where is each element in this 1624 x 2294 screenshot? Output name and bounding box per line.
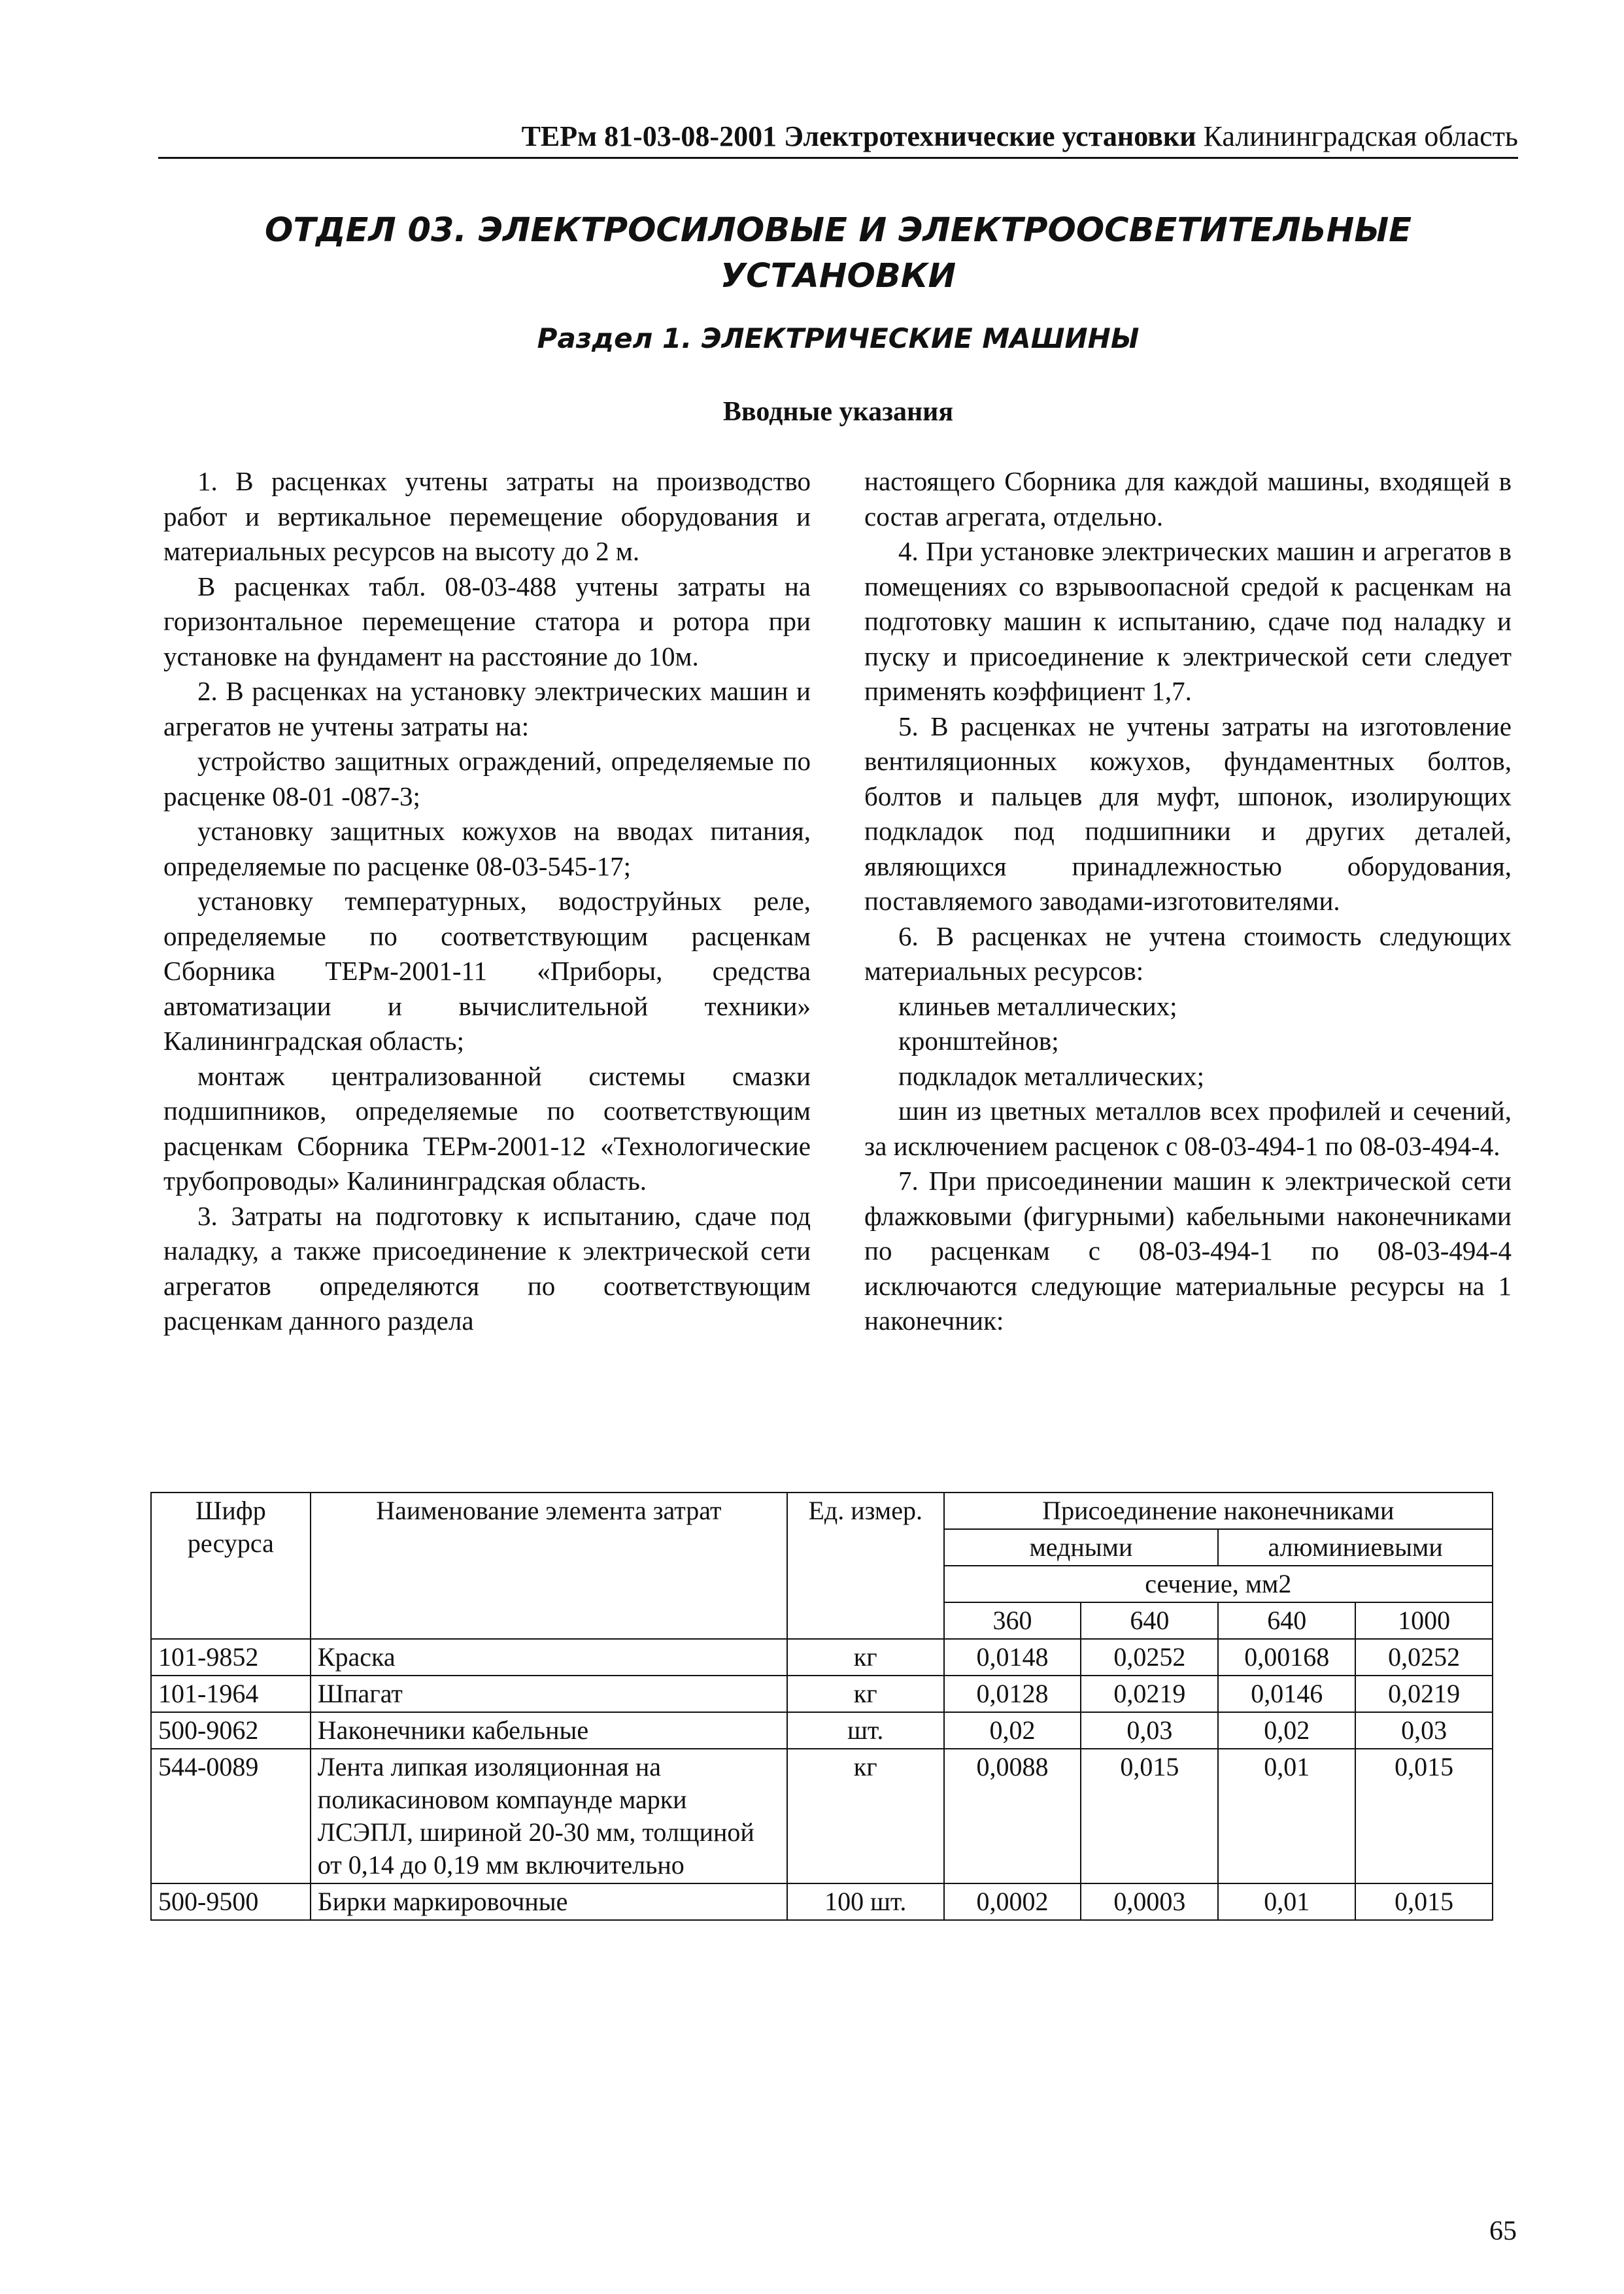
paragraph-continued: настоящего Сборника для каждой машины, входящей в состав агрегата, отдельно. [864,466,1512,531]
paragraph: В расценках табл. 08-03-488 учтены затраты на горизонтальное перемещение статора и ротора при установке на фундамент на расстояние до 10м. [163,571,811,671]
value-cell: 0,0219 [1355,1676,1493,1712]
header-code: ТЕРм 81-03-08-2001 Электротехнические установки [521,120,1196,152]
paragraph: 4. При установке электрических машин и агрегатов в помещениях со взрывоопасной средой к расценкам на подготовку машин к испытанию, сдаче под наладку и пуску и присоединение к электрической сети следует применять коэффициент 1,7. [864,536,1512,706]
list-item: клиньев металлических; [898,990,1177,1021]
header-name-cell: Наименование элемента затрат [311,1493,787,1639]
table-header-row [151,1493,1493,1529]
header-code-cell: Шифр ресурса [151,1493,311,1639]
value-cell: 0,00168 [1218,1639,1355,1676]
paragraph: 1. В расценках учтены затраты на производство работ и вертикальное перемещение оборудования и материальных ресурсов на высоту до 2 м. [163,466,811,566]
list-item: кронштейнов; [898,1026,1059,1056]
value-cell: 0,0252 [1355,1639,1493,1676]
value-cell: 0,015 [1355,1883,1493,1920]
paragraph: устройство защитных ограждений, определяемые по расценке 08-01 -087-3; [163,746,811,811]
subsection-title: Раздел 1. ЭЛЕКТРИЧЕСКИЕ МАШИНЫ [537,322,1140,354]
paragraph: 6. В расценках не учтена стоимость следующих материальных ресурсов: [864,920,1512,986]
left-column [163,464,811,1339]
header-unit-cell: Ед. измер. [787,1493,944,1639]
value-cell: 0,0002 [944,1883,1081,1920]
value-cell: 0,01 [1218,1749,1355,1883]
header-region: Калининградская область [1203,120,1518,152]
list-item: подкладок металлических; [898,1060,1204,1091]
table-row [151,1883,1493,1920]
section-title: ОТДЕЛ 03. ЭЛЕКТРОСИЛОВЫЕ И ЭЛЕКТРООСВЕТИТЕЛЬНЫЕ УСТАНОВКИ [264,211,1412,295]
header-aluminum-cell: алюминиевыми [1218,1529,1493,1566]
right-column [864,464,1512,1339]
value-cell: 0,0128 [944,1676,1081,1712]
name-cell: Лента липкая изоляционная на поликасиновом компаунде марки ЛСЭПЛ, шириной 20-30 мм, толщиной от 0,14 до 0,19 мм включительно [311,1749,787,1883]
value-cell: 0,03 [1355,1712,1493,1749]
table-row [151,1749,1493,1883]
size-cell: 640 [1218,1602,1355,1639]
paragraph: 3. Затраты на подготовку к испытанию, сдаче под наладку, а также присоединение к электрической сети агрегатов определяются по соответствующим расценкам данного раздела [163,1200,811,1336]
name-cell: Шпагат [311,1676,787,1712]
code-cell: 500-9062 [151,1712,311,1749]
value-cell: 0,0088 [944,1749,1081,1883]
value-cell: 0,0148 [944,1639,1081,1676]
paragraph: монтаж централизованной системы смазки подшипников, определяемые по соответствующим расценкам Сборника ТЕРм-2001-12 «Технологические трубопроводы» Калининградская область. [163,1060,811,1196]
name-cell: Краска [311,1639,787,1676]
code-cell: 101-1964 [151,1676,311,1712]
table-row [151,1676,1493,1712]
header-group-cell: Присоединение наконечниками [944,1493,1493,1529]
unit-cell: шт. [787,1712,944,1749]
code-cell: 101-9852 [151,1639,311,1676]
paragraph: 7. При присоединении машин к электрической сети флажковыми (фигурными) кабельными наконечниками по расценкам с 08-03-494-1 по 08-03-494-4 исключаются следующие материальные ресурсы на 1 наконечник: [864,1166,1512,1336]
paragraph: установку защитных кожухов на вводах питания, определяемые по расценке 08-03-545-17; [163,816,811,881]
unit-cell: кг [787,1749,944,1883]
size-cell: 640 [1081,1602,1218,1639]
header-copper-cell: медными [944,1529,1219,1566]
value-cell: 0,01 [1218,1883,1355,1920]
name-cell: Бирки маркировочные [311,1883,787,1920]
value-cell: 0,02 [944,1712,1081,1749]
value-cell: 0,015 [1355,1749,1493,1883]
paragraph: 5. В расценках не учтены затраты на изготовление вентиляционных кожухов, фундаментных болтов, болтов и пальцев для муфт, шпонок, изолирующих подкладок под подшипники и других деталей, являющихся принадлежностью оборудования, поставляемого заводами-изготовителями. [864,711,1512,916]
unit-cell: кг [787,1639,944,1676]
value-cell: 0,03 [1081,1712,1218,1749]
value-cell: 0,0219 [1081,1676,1218,1712]
paragraph: установку температурных, водоструйных реле, определяемые по соответствующим расценкам Сборника ТЕРм-2001-11 «Приборы, средства автоматизации и вычислительной техники» Калининградская область; [163,886,811,1056]
value-cell: 0,0003 [1081,1883,1218,1920]
size-cell: 1000 [1355,1602,1493,1639]
value-cell: 0,0252 [1081,1639,1218,1676]
paragraph: 2. В расценках на установку электрических машин и агрегатов не учтены затраты на: [163,676,811,741]
resources-table [150,1492,1493,1921]
value-cell: 0,015 [1081,1749,1218,1883]
unit-cell: кг [787,1676,944,1712]
name-cell: Наконечники кабельные [311,1712,787,1749]
intro-title: Вводные указания [722,397,954,427]
code-cell: 500-9500 [151,1883,311,1920]
value-cell: 0,02 [1218,1712,1355,1749]
size-cell: 360 [944,1602,1081,1639]
page-number: 65 [1489,2216,1517,2246]
table-row [151,1712,1493,1749]
table-row [151,1639,1493,1676]
code-cell: 544-0089 [151,1749,311,1883]
value-cell: 0,0146 [1218,1676,1355,1712]
header-section-cell: сечение, мм2 [944,1566,1493,1602]
running-header [158,118,1518,159]
unit-cell: 100 шт. [787,1883,944,1920]
list-item: шин из цветных металлов всех профилей и сечений, за исключением расценок с 08-03-494-1 по 08-03-494-4. [864,1096,1512,1161]
